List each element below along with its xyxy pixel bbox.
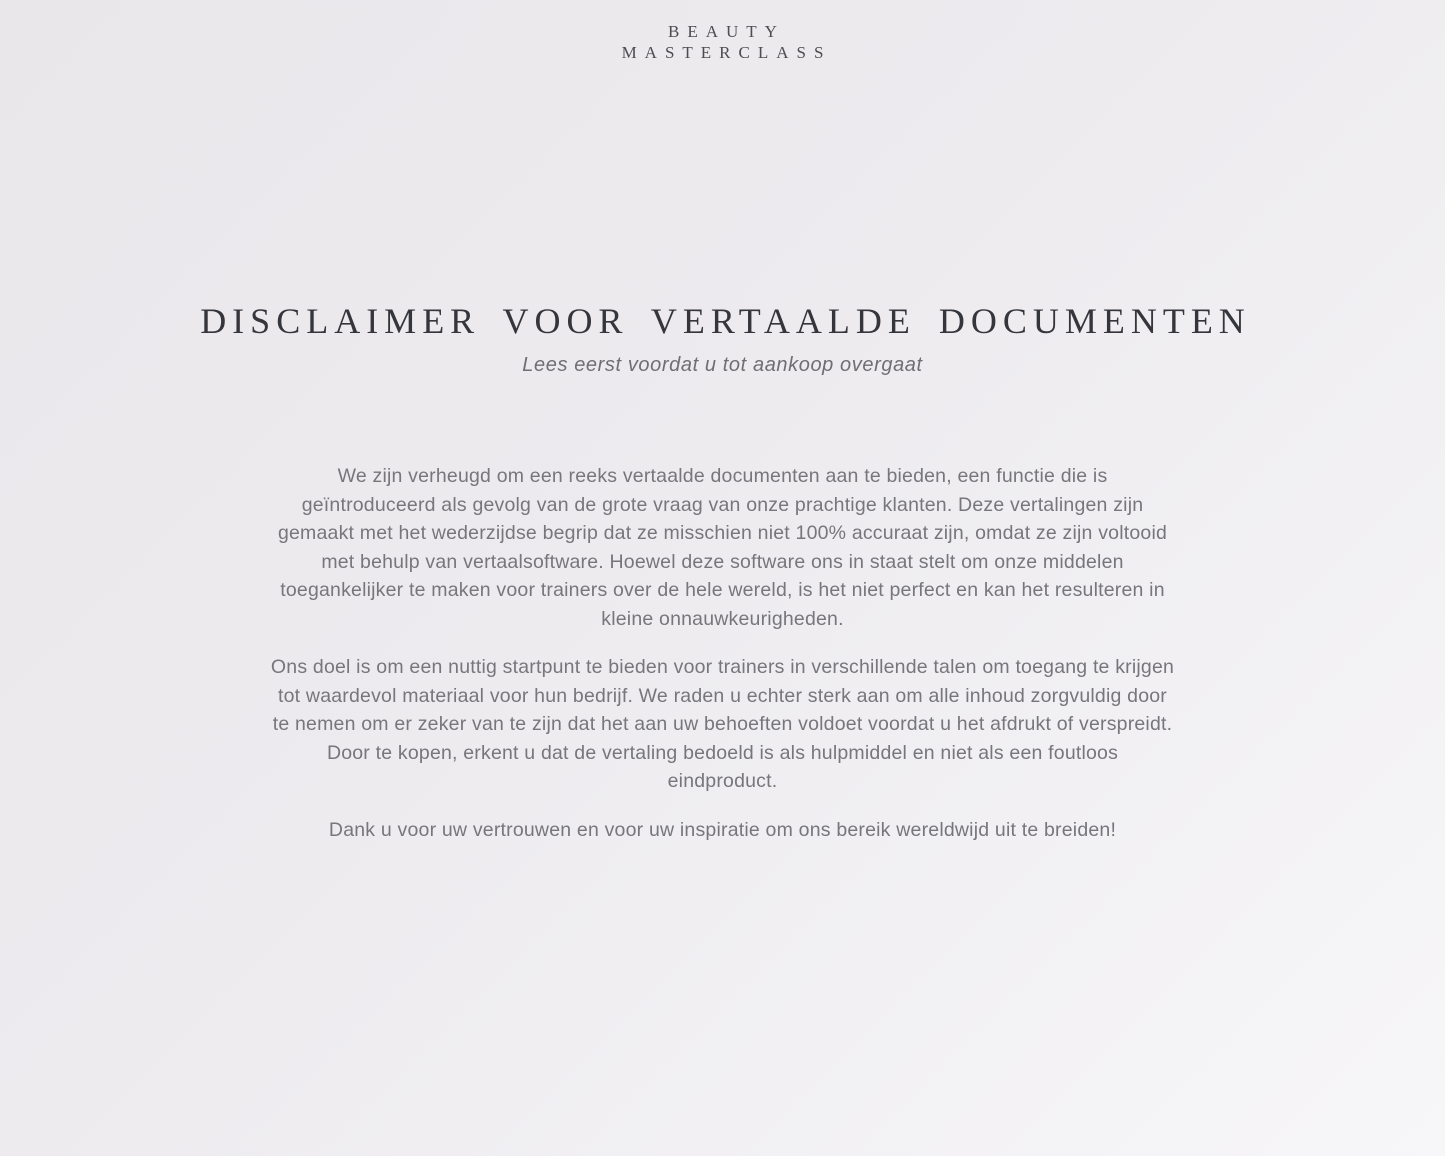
- page-title: DISCLAIMER VOOR VERTAALDE DOCUMENTEN: [200, 301, 1251, 341]
- disclaimer-text: [270, 462, 1175, 844]
- brand-line-beauty: BEAUTY: [668, 22, 785, 41]
- paragraph-translation-notice: We zijn verheugd om een reeks vertaalde documenten aan te bieden, een functie die is geïntroduceerd als gevolg van de grote vraag van onze prachtige klanten. Deze vertalingen zijn gemaakt met het wederzijdse begrip dat ze misschien niet 100% accuraat zijn, omdat ze zijn voltooid met behulp van vertaalsoftware. Hoewel deze software ons in staat stelt om onze middelen toegankelijker te maken voor trainers over de hele wereld, is het niet perfect en kan het resulteren in kleine onnauwkeurigheden.: [277, 465, 1168, 630]
- paragraph-purpose-and-advice: Ons doel is om een nuttig startpunt te bieden voor trainers in verschillende talen om toegang te krijgen tot waardevol materiaal voor hun bedrijf. We raden u echter sterk aan om alle inhoud zorgvuldig door te nemen om er zeker van te zijn dat het aan uw behoeften voldoet voordat u het afdrukt of verspreidt. Door te kopen, erkent u dat de vertaling bedoeld is als hulpmiddel en niet als een foutloos eindproduct.: [270, 656, 1175, 792]
- disclaimer-content: [0, 299, 1445, 844]
- paragraph-thank-you: Dank u voor uw vertrouwen en voor uw inspiratie om ons bereik wereldwijd uit te breiden!: [328, 818, 1117, 841]
- brand-line-masterclass: MASTERCLASS: [621, 43, 832, 62]
- brand-logo: [0, 0, 1445, 63]
- page-subtitle: Lees eerst voordat u tot aankoop overgaat: [522, 354, 923, 376]
